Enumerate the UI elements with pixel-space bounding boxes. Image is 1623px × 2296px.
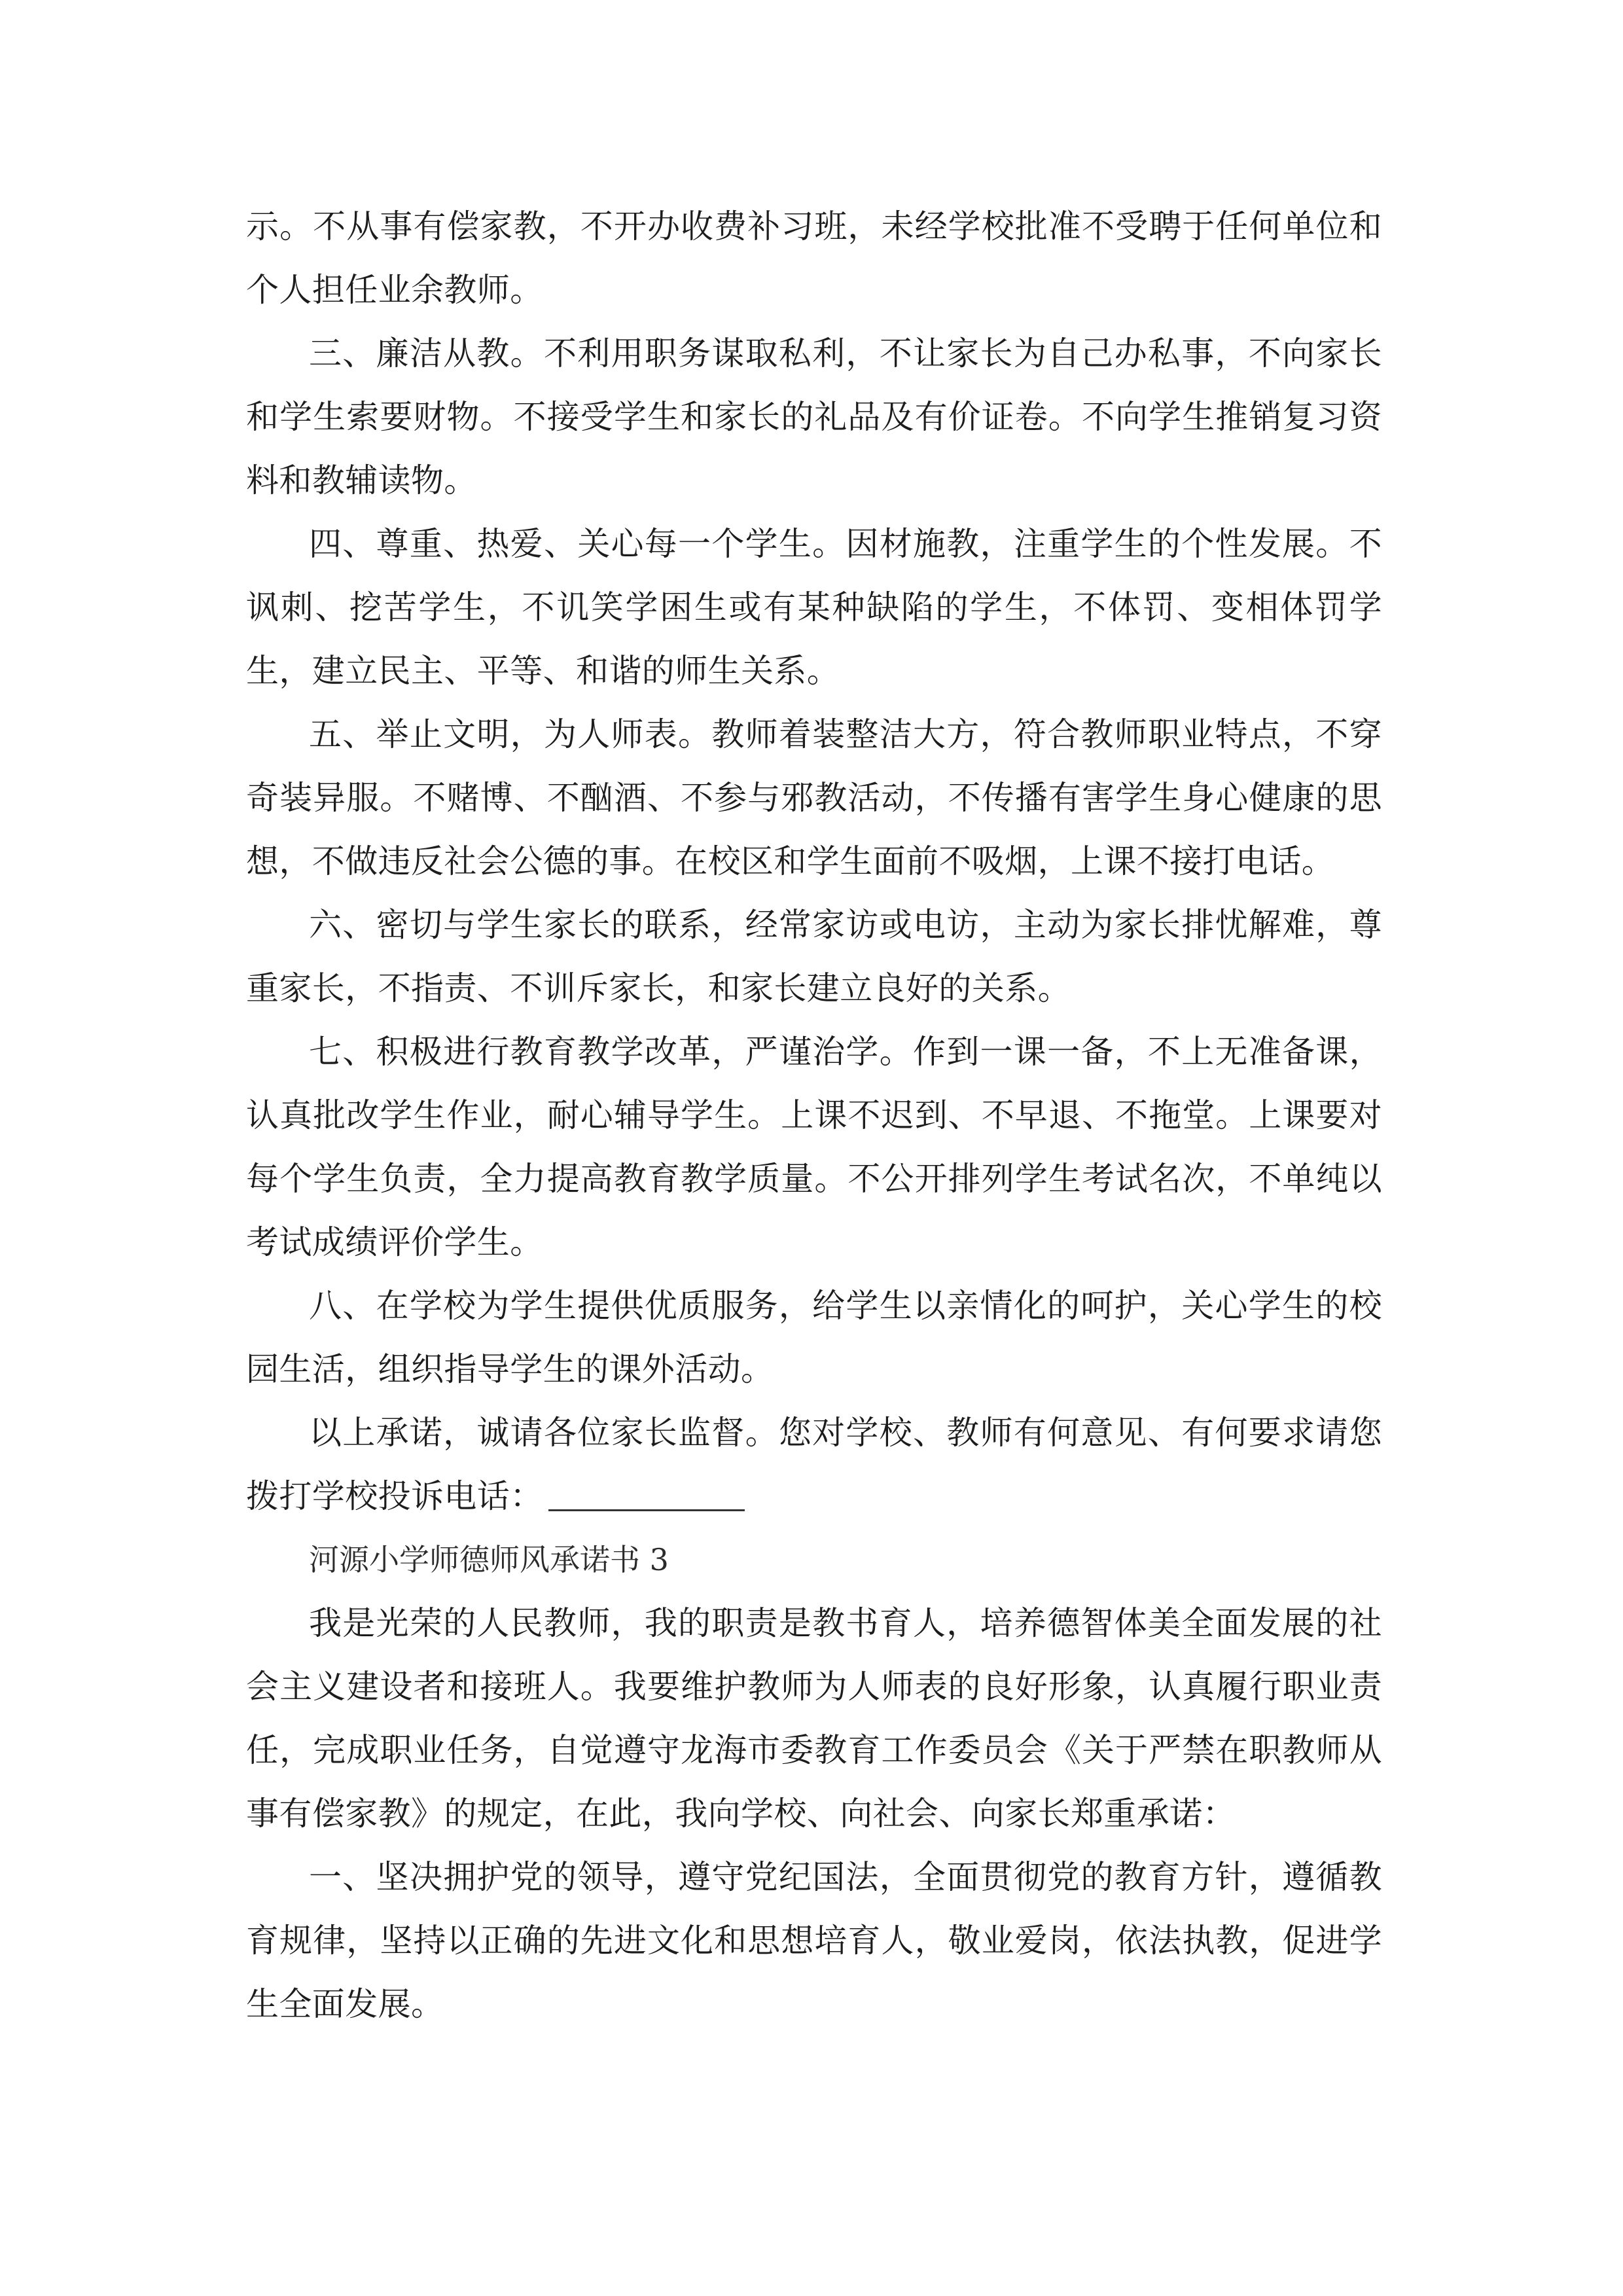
paragraph-closing [246,1401,1382,1528]
paragraph-item-5: 五、举止文明，为人师表。教师着装整洁大方，符合教师职业特点，不穿奇装异服。不赌博、不酗酒、不参与邪教活动，不传播有害学生身心健康的思想，不做违反社会公德的事。在校区和学生面前不吸烟，上课不接打电话。 [246,715,1382,880]
paragraph-intro: 我是光荣的人民教师，我的职责是教书育人，培养德智体美全面发展的社会主义建设者和接班人。我要维护教师为人师表的良好形象，认真履行职业责任，完成职业任务，自觉遵守龙海市委教育工作委员会《关于严禁在职教师从事有偿家教》的规定，在此，我向学校、向社会、向家长郑重承诺： [246,1604,1382,1833]
document-page [246,195,1382,2036]
section-title: 河源小学师德师风承诺书 3 [309,1542,669,1577]
paragraph-item-8: 八、在学校为学生提供优质服务，给学生以亲情化的呵护，关心学生的校园生活，组织指导学生的课外活动。 [246,1287,1382,1388]
complaint-phone-blank [548,1479,745,1511]
closing-text: 以上承诺，诚请各位家长监督。您对学校、教师有何意见、有何要求请您拨打学校投诉电话： [246,1414,1382,1515]
paragraph-continuation: 示。不从事有偿家教，不开办收费补习班，未经学校批准不受聘于任何单位和个人担任业余教师。 [246,207,1382,309]
paragraph-item-3: 三、廉洁从教。不利用职务谋取私利，不让家长为自己办私事，不向家长和学生索要财物。不接受学生和家长的礼品及有价证卷。不向学生推销复习资料和教辅读物。 [246,334,1382,499]
paragraph-item-6: 六、密切与学生家长的联系，经常家访或电访，主动为家长排忧解难，尊重家长，不指责、不训斥家长，和家长建立良好的关系。 [246,906,1382,1007]
paragraph-item-4: 四、尊重、热爱、关心每一个学生。因材施教，注重学生的个性发展。不讽刺、挖苦学生，不讥笑学困生或有某种缺陷的学生，不体罚、变相体罚学生，建立民主、平等、和谐的师生关系。 [246,525,1382,690]
paragraph-item-7: 七、积极进行教育教学改革，严谨治学。作到一课一备，不上无准备课，认真批改学生作业，耐心辅导学生。上课不迟到、不早退、不拖堂。上课要对每个学生负责，全力提高教育教学质量。不公开排列学生考试名次，不单纯以考试成绩评价学生。 [246,1033,1382,1261]
paragraph-item-1: 一、坚决拥护党的领导，遵守党纪国法，全面贯彻党的教育方针，遵循教育规律，坚持以正确的先进文化和思想培育人，敬业爱岗，依法执教，促进学生全面发展。 [246,1858,1382,2023]
